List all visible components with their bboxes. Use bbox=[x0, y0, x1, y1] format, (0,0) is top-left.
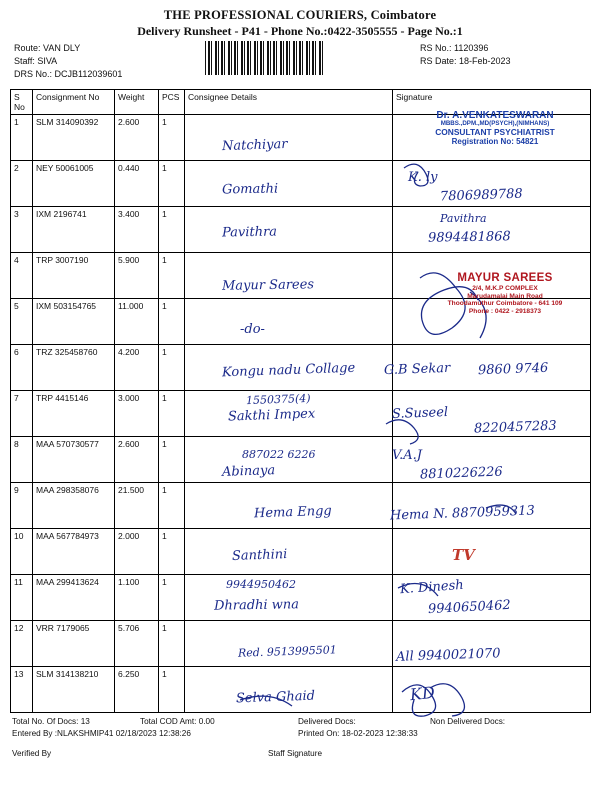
cell-weight: 3.400 bbox=[115, 207, 159, 253]
cell-weight: 21.500 bbox=[115, 483, 159, 529]
signature-handwriting: KD bbox=[409, 682, 436, 705]
cell-pcs: 1 bbox=[159, 161, 185, 207]
runsheet-table bbox=[10, 89, 591, 713]
cell-consignment: SLM 314090392 bbox=[33, 115, 115, 161]
cell-pcs: 1 bbox=[159, 483, 185, 529]
cell-consignee bbox=[185, 253, 393, 299]
cell-sno: 8 bbox=[11, 437, 33, 483]
consignee-handwriting: 9944950462 bbox=[226, 578, 296, 591]
cell-consignment: MAA 567784973 bbox=[33, 529, 115, 575]
cell-sno: 7 bbox=[11, 391, 33, 437]
cell-sno: 4 bbox=[11, 253, 33, 299]
verified-by-label: Verified By bbox=[12, 749, 52, 758]
col-consignee-details: Consignee Details bbox=[185, 90, 393, 115]
cell-sno: 2 bbox=[11, 161, 33, 207]
cell-pcs: 1 bbox=[159, 667, 185, 713]
consignee-handwriting: Pavithra bbox=[221, 224, 278, 241]
cell-consignee bbox=[185, 207, 393, 253]
cell-weight: 11.000 bbox=[115, 299, 159, 345]
mayur-stamp-address1: 2/4, M.K.P COMPLEX bbox=[472, 285, 538, 293]
col-consignment-no: Consignment No bbox=[33, 90, 115, 115]
table-row bbox=[11, 529, 591, 575]
cell-pcs: 1 bbox=[159, 345, 185, 391]
cell-signature bbox=[393, 391, 591, 437]
cell-signature bbox=[393, 667, 591, 713]
cell-weight: 4.200 bbox=[115, 345, 159, 391]
col-weight: Weight bbox=[115, 90, 159, 115]
total-docs-label: Total No. Of Docs: 13 bbox=[12, 717, 90, 726]
table-row bbox=[11, 391, 591, 437]
table-row bbox=[11, 437, 591, 483]
cell-sno: 6 bbox=[11, 345, 33, 391]
rs-date-label: RS Date: 18-Feb-2023 bbox=[420, 56, 511, 66]
col-sno: S No bbox=[11, 90, 33, 115]
cell-consignment: SLM 314138210 bbox=[33, 667, 115, 713]
cell-weight: 5.706 bbox=[115, 621, 159, 667]
cell-consignment: TRZ 325458760 bbox=[33, 345, 115, 391]
consignee-handwriting: Natchiyar bbox=[221, 136, 288, 155]
signature-handwriting: Hema N. 8870959313 bbox=[389, 503, 535, 524]
consignee-handwriting: 1550375(4) bbox=[245, 391, 311, 408]
cell-consignee bbox=[185, 115, 393, 161]
drs-number-label: DRS No.: DCJB112039601 bbox=[14, 69, 123, 79]
staff-signature-label: Staff Signature bbox=[268, 749, 323, 758]
table-header-row bbox=[11, 90, 591, 115]
cell-weight: 6.250 bbox=[115, 667, 159, 713]
cell-weight: 5.900 bbox=[115, 253, 159, 299]
delivered-docs-label: Delivered Docs: bbox=[298, 717, 356, 726]
cell-sno: 1 bbox=[11, 115, 33, 161]
signature-handwriting: Pavithra bbox=[440, 212, 487, 225]
cell-consignee bbox=[185, 391, 393, 437]
consignee-handwriting: Sakthi Impex bbox=[227, 406, 316, 425]
cell-consignment: IXM 2196741 bbox=[33, 207, 115, 253]
cell-consignment: NEY 50061005 bbox=[33, 161, 115, 207]
cell-signature bbox=[393, 621, 591, 667]
consignee-handwriting: Selva Ghaid bbox=[235, 688, 316, 707]
cell-signature bbox=[393, 115, 591, 161]
cell-signature bbox=[393, 207, 591, 253]
signature-handwriting: All 9940021070 bbox=[395, 646, 501, 665]
document-subtitle: Delivery Runsheet - P41 - Phone No.:0422-3505555 - Page No.:1 bbox=[137, 24, 463, 38]
signature-handwriting: K. Dinesh bbox=[399, 577, 465, 598]
route-label: Route: VAN DLY bbox=[14, 43, 81, 53]
cell-sno: 5 bbox=[11, 299, 33, 345]
cell-signature bbox=[393, 253, 591, 299]
consignee-handwriting: Mayur Sarees bbox=[221, 277, 315, 294]
consignee-handwriting: Kongu nadu Collage bbox=[221, 360, 356, 381]
table-row bbox=[11, 345, 591, 391]
cell-weight: 3.000 bbox=[115, 391, 159, 437]
cell-consignment: VRR 7179065 bbox=[33, 621, 115, 667]
cell-weight: 0.440 bbox=[115, 161, 159, 207]
cell-weight: 2.600 bbox=[115, 437, 159, 483]
consignee-handwriting: 887022 6226 bbox=[242, 448, 316, 461]
consignee-handwriting: Hema Engg bbox=[253, 503, 332, 522]
signature-handwriting: 8810226226 bbox=[419, 464, 503, 483]
cell-sno: 13 bbox=[11, 667, 33, 713]
table-row bbox=[11, 253, 591, 299]
doctor-stamp-title: CONSULTANT PSYCHIATRIST bbox=[435, 127, 555, 138]
signature-handwriting: G.B Sekar bbox=[383, 360, 451, 379]
printed-on-label: Printed On: 18-02-2023 12:38:33 bbox=[298, 729, 418, 738]
cell-signature bbox=[393, 299, 591, 345]
cell-consignee bbox=[185, 345, 393, 391]
signature-handwriting: 9940650462 bbox=[427, 597, 512, 618]
company-title: THE PROFESSIONAL COURIERS, Coimbatore bbox=[163, 8, 437, 22]
footer-summary bbox=[10, 715, 590, 771]
cell-sno: 12 bbox=[11, 621, 33, 667]
cell-consignment: TRP 3007190 bbox=[33, 253, 115, 299]
cell-pcs: 1 bbox=[159, 621, 185, 667]
cell-weight: 1.100 bbox=[115, 575, 159, 621]
cell-pcs: 1 bbox=[159, 529, 185, 575]
doctor-stamp-registration: Registration No: 54821 bbox=[451, 136, 539, 146]
table-row bbox=[11, 115, 591, 161]
signature-handwriting: V.A.J bbox=[392, 448, 422, 463]
cell-signature bbox=[393, 437, 591, 483]
table-row bbox=[11, 299, 591, 345]
consignee-handwriting: Abinaya bbox=[221, 463, 276, 480]
signature-handwriting: TV bbox=[452, 546, 475, 564]
cell-consignee bbox=[185, 299, 393, 345]
col-signature: Signature bbox=[393, 90, 591, 115]
cell-sno: 10 bbox=[11, 529, 33, 575]
signature-handwriting: 9894481868 bbox=[427, 229, 511, 246]
mayur-stamp-address3: Thoodamuthur Coimbatore - 641 109 bbox=[447, 300, 563, 308]
cell-pcs: 1 bbox=[159, 253, 185, 299]
consignee-handwriting: Dhradhi wna bbox=[213, 597, 300, 614]
cell-pcs: 1 bbox=[159, 207, 185, 253]
cell-sno: 3 bbox=[11, 207, 33, 253]
signature-handwriting: 9860 9746 bbox=[477, 360, 549, 379]
doctor-stamp-name: Dr. A.VENKATESWARAN bbox=[436, 110, 554, 121]
cell-consignment: MAA 570730577 bbox=[33, 437, 115, 483]
table-row bbox=[11, 575, 591, 621]
cell-consignment: MAA 299413624 bbox=[33, 575, 115, 621]
table-row bbox=[11, 621, 591, 667]
cell-consignee bbox=[185, 483, 393, 529]
cell-pcs: 1 bbox=[159, 575, 185, 621]
col-pcs: PCS bbox=[159, 90, 185, 115]
cell-weight: 2.000 bbox=[115, 529, 159, 575]
table-body bbox=[11, 115, 591, 713]
cell-signature bbox=[393, 345, 591, 391]
signature-handwriting: 8220457283 bbox=[473, 418, 557, 437]
table-row bbox=[11, 483, 591, 529]
barcode-icon bbox=[205, 41, 325, 75]
cell-pcs: 1 bbox=[159, 115, 185, 161]
staff-label: Staff: SIVA bbox=[14, 56, 58, 66]
cell-signature bbox=[393, 575, 591, 621]
cell-signature bbox=[393, 483, 591, 529]
cell-consignment: MAA 298358076 bbox=[33, 483, 115, 529]
cell-signature bbox=[393, 529, 591, 575]
cell-consignee bbox=[185, 667, 393, 713]
signature-handwriting: S.Suseel bbox=[391, 405, 449, 422]
cell-sno: 9 bbox=[11, 483, 33, 529]
cell-weight: 2.600 bbox=[115, 115, 159, 161]
cell-consignee bbox=[185, 621, 393, 667]
cell-consignment: IXM 503154765 bbox=[33, 299, 115, 345]
table-row bbox=[11, 667, 591, 713]
cell-consignee bbox=[185, 161, 393, 207]
mayur-stamp-name: MAYUR SAREES bbox=[457, 272, 553, 284]
consignee-handwriting: Santhini bbox=[231, 547, 288, 564]
table-row bbox=[11, 207, 591, 253]
cell-sno: 11 bbox=[11, 575, 33, 621]
signature-handwriting: K. ly bbox=[408, 170, 438, 185]
cell-consignee bbox=[185, 529, 393, 575]
consignee-handwriting: Red. 9513995501 bbox=[237, 643, 338, 660]
cell-signature bbox=[393, 161, 591, 207]
consignee-handwriting: -do- bbox=[240, 322, 265, 337]
doctor-stamp-qualification: MBBS.,DPM.,MD(PSYCH),(NIMHANS) bbox=[440, 120, 550, 128]
entered-by-label: Entered By :NLAKSHMIP41 02/18/2023 12:38:26 bbox=[12, 729, 191, 738]
cell-consignment: TRP 4415146 bbox=[33, 391, 115, 437]
rs-number-label: RS No.: 1120396 bbox=[420, 43, 489, 53]
cell-consignee bbox=[185, 437, 393, 483]
header-info-block bbox=[10, 43, 590, 89]
mayur-stamp-phone: Phone : 0422 - 2918373 bbox=[468, 307, 542, 315]
cell-pcs: 1 bbox=[159, 437, 185, 483]
cell-consignee bbox=[185, 575, 393, 621]
table-row bbox=[11, 161, 591, 207]
signature-handwriting: 7806989788 bbox=[439, 186, 523, 205]
total-cod-label: Total COD Amt: 0.00 bbox=[140, 717, 215, 726]
consignee-handwriting: Gomathi bbox=[221, 181, 279, 198]
non-delivered-docs-label: Non Delivered Docs: bbox=[430, 717, 506, 726]
cell-pcs: 1 bbox=[159, 391, 185, 437]
mayur-stamp-address2: Marudamalai Main Road bbox=[467, 292, 543, 300]
cell-pcs: 1 bbox=[159, 299, 185, 345]
